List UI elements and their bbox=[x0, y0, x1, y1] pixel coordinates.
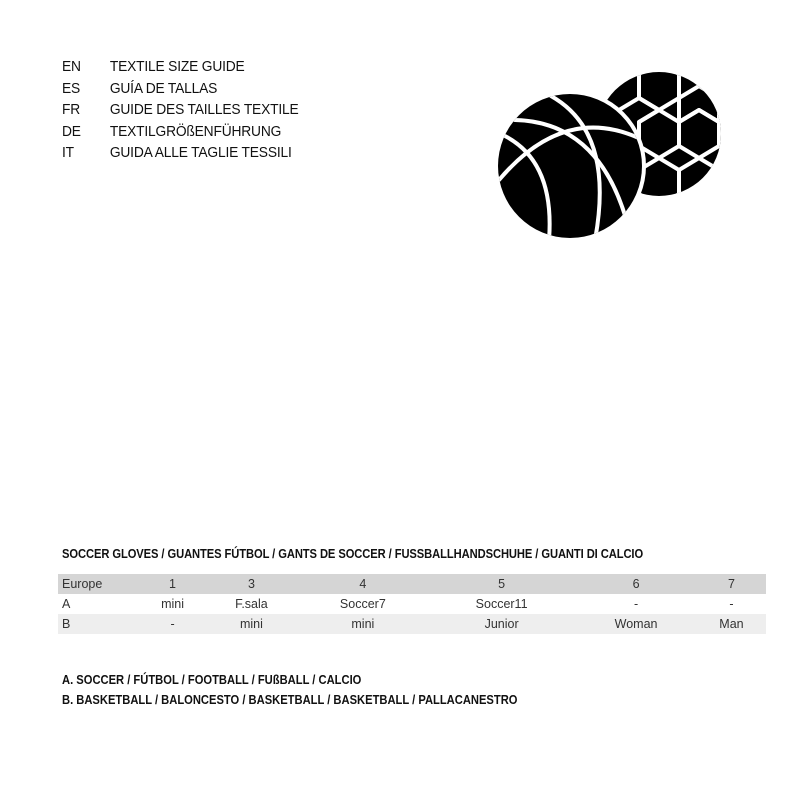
size-table bbox=[58, 574, 766, 634]
table-cell: - bbox=[140, 614, 205, 634]
table-cell: - bbox=[697, 594, 766, 614]
table-row bbox=[58, 594, 766, 614]
balls-illustration bbox=[495, 62, 725, 242]
table-cell: - bbox=[575, 594, 697, 614]
table-header-cell: 3 bbox=[205, 574, 298, 594]
table-cell: Man bbox=[697, 614, 766, 634]
table-cell: Junior bbox=[428, 614, 575, 634]
language-code: EN bbox=[62, 58, 81, 76]
table-cell: F.sala bbox=[205, 594, 298, 614]
language-row-es bbox=[62, 78, 299, 100]
table-header-cell: 4 bbox=[298, 574, 428, 594]
table-header-cell: 1 bbox=[140, 574, 205, 594]
table-cell: Soccer11 bbox=[428, 594, 575, 614]
table-cell: Soccer7 bbox=[298, 594, 428, 614]
language-title: TEXTILE SIZE GUIDE bbox=[109, 58, 245, 76]
table-header-row bbox=[58, 574, 766, 594]
table-header-label: Europe bbox=[58, 574, 140, 594]
table-cell: mini bbox=[205, 614, 298, 634]
note-a: A. SOCCER / FÚTBOL / FOOTBALL / FUßBALL / CALCIO bbox=[62, 672, 362, 687]
language-code: IT bbox=[62, 144, 74, 162]
language-title: GUIDA ALLE TAGLIE TESSILI bbox=[109, 144, 292, 162]
table-row-label: B bbox=[58, 614, 140, 634]
table-header-cell: 6 bbox=[575, 574, 697, 594]
language-row-en bbox=[62, 56, 299, 78]
table-header-cell: 5 bbox=[428, 574, 575, 594]
language-row-it bbox=[62, 142, 299, 164]
legend-notes bbox=[62, 670, 592, 710]
note-b: B. BASKETBALL / BALONCESTO / BASKETBALL / BASKETBALL / PALLACANESTRO bbox=[62, 692, 518, 707]
language-title: TEXTILGRÖßENFÜHRUNG bbox=[109, 122, 282, 140]
language-row-fr bbox=[62, 99, 299, 121]
table-cell: mini bbox=[140, 594, 205, 614]
language-code: FR bbox=[62, 101, 81, 119]
language-code: DE bbox=[62, 122, 81, 140]
table-row bbox=[58, 614, 766, 634]
table-row-label: A bbox=[58, 594, 140, 614]
section-title: SOCCER GLOVES / GUANTES FÚTBOL / GANTS DE SOCCER / FUSSBALLHANDSCHUHE / GUANTI DI CALCIO bbox=[62, 546, 644, 561]
language-title: GUIDE DES TAILLES TEXTILE bbox=[109, 101, 299, 119]
language-title: GUÍA DE TALLAS bbox=[109, 79, 218, 97]
language-row-de bbox=[62, 121, 299, 143]
language-code: ES bbox=[62, 79, 81, 97]
language-title-list bbox=[62, 56, 319, 164]
table-header-cell: 7 bbox=[697, 574, 766, 594]
table-cell: mini bbox=[298, 614, 428, 634]
table-cell: Woman bbox=[575, 614, 697, 634]
